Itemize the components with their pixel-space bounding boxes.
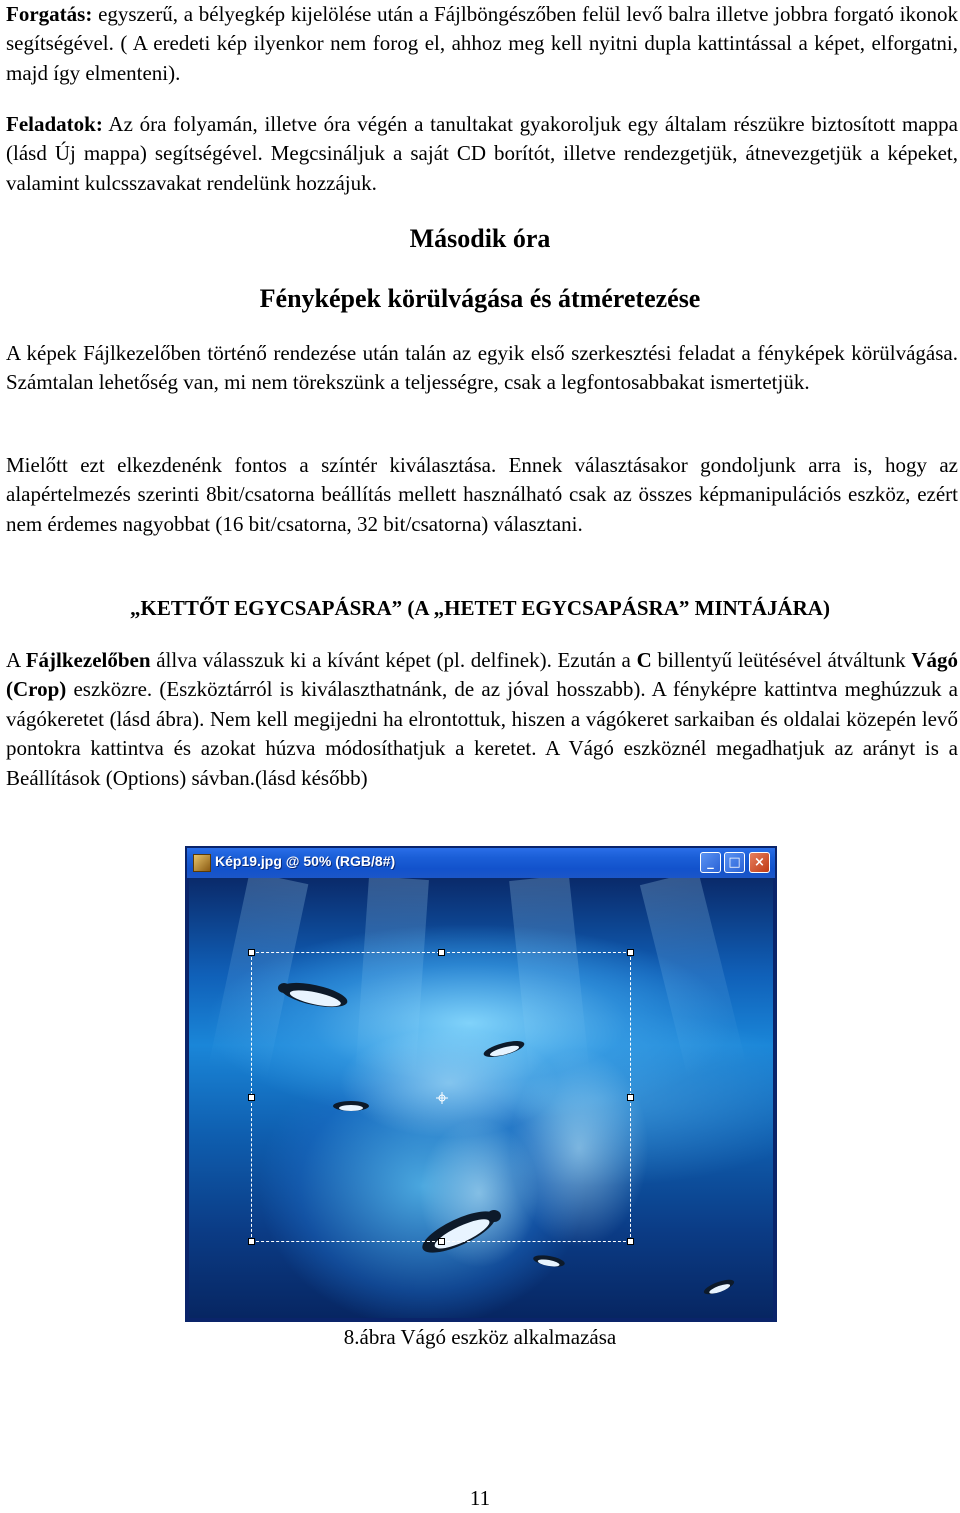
subsection-title: „KETTŐT EGYCSAPÁSRA” (A „HETET EGYCSAPÁSRA” MINTÁJÁRA) (130, 596, 830, 620)
section-title: Második óra (409, 224, 551, 253)
section-subtitle: Fényképek körülvágása és átméretezése (259, 284, 701, 313)
crop-center-icon[interactable] (436, 1092, 448, 1104)
bold-term-crop-tool: Vágó (Crop) (6, 648, 958, 702)
paragraph-feladatok (6, 110, 958, 198)
text-run: billentyű leütésével átváltunk (651, 648, 912, 672)
crop-frame[interactable] (251, 952, 631, 1242)
paragraph-colorspace: Mielőtt ezt elkezdenénk fontos a színtér kiválasztása. Ennek választásakor gondoljunk arra is, hogy az alapértelmezés szerinti 8bit/csatorna beállítás mellett használható csak az összes képmanipulációs eszköz, ezért nem érdemes nagyobbat (16 bit/csatorna, 32 bit/csatorna) választani. (6, 453, 958, 536)
crop-handle-bottom-right[interactable] (627, 1238, 634, 1245)
bold-term-key-c: C (636, 648, 652, 672)
close-button[interactable]: × (749, 852, 770, 873)
crop-handle-bottom-left[interactable] (248, 1238, 255, 1245)
bold-term-fajlkezelo: Fájlkezelőben (25, 648, 151, 672)
app-icon (193, 854, 211, 872)
paragraph-text: egyszerű, a bélyegkép kijelölése után a Fájlböngészőben felül levő balra illetve jobbra forgató ikonok segítségével. ( A eredeti kép ilyenkor nem forog el, ahhoz meg kell nyitni dupla kattintással a képet, elforgatni, majd így elmenteni). (6, 2, 958, 85)
paragraph-text: Az óra folyamán, illetve óra végén a tanultakat gyakoroljuk egy általam részükre biztosított mappa (lásd Új mappa) segítségével. Megcsináljuk a saját CD borítót, illetve rendezgetjük, átnevezgetjük a képeket, valamint kulcsszavakat rendelünk hozzájuk. (6, 112, 958, 195)
crop-handle-left[interactable] (248, 1094, 255, 1101)
window-title: Kép19.jpg @ 50% (RGB/8#) (215, 853, 396, 869)
minimize-button[interactable]: _ (700, 852, 721, 873)
figure-caption: 8.ábra Vágó eszköz alkalmazása (343, 1325, 617, 1349)
crop-handle-right[interactable] (627, 1094, 634, 1101)
penguin-image (529, 1252, 569, 1270)
figure-image-window (185, 846, 777, 1322)
text-run: eszközre. (Eszköztárról is kiválaszthatnánk, de az jóval hosszabb). A fényképre kattintva meghúzzuk a vágókeretet (lásd ábra). Nem kell megijedni ha elrontottuk, hiszen a vágókeret sarkaiban és oldalai közepén levő pontokra kattintva és azokat húzva módosíthatjuk a keretet. A Vágó eszköznél megadhatjuk az arányt is a Beállítások (Options) sávban.(lásd később) (6, 677, 958, 790)
penguin-photo-canvas[interactable] (189, 878, 773, 1318)
crop-handle-top[interactable] (438, 949, 445, 956)
maximize-button[interactable]: □ (724, 852, 745, 873)
paragraph-label: Forgatás: (6, 2, 93, 26)
light-ray (640, 878, 747, 1079)
text-run: A (6, 648, 26, 672)
paragraph-intro: A képek Fájlkezelőben történő rendezése után talán az egyik első szerkesztési feladat a fényképek körülvágása. Számtalan lehetőség van, mi nem törekszünk a teljességre, csak a legfontosabbakat ismertetjük. (6, 341, 958, 395)
paragraph-forgatas (6, 0, 958, 88)
text-run: állva válasszuk ki a kívánt képet (pl. delfinek). Ezután a (150, 648, 637, 672)
crop-handle-bottom[interactable] (438, 1238, 445, 1245)
paragraph-crop-instructions (6, 646, 958, 793)
crop-handle-top-left[interactable] (248, 949, 255, 956)
crop-handle-top-right[interactable] (627, 949, 634, 956)
paragraph-label: Feladatok: (6, 112, 103, 136)
page-number: 11 (469, 1486, 491, 1510)
penguin-image (699, 1278, 739, 1296)
window-titlebar[interactable] (187, 848, 775, 878)
